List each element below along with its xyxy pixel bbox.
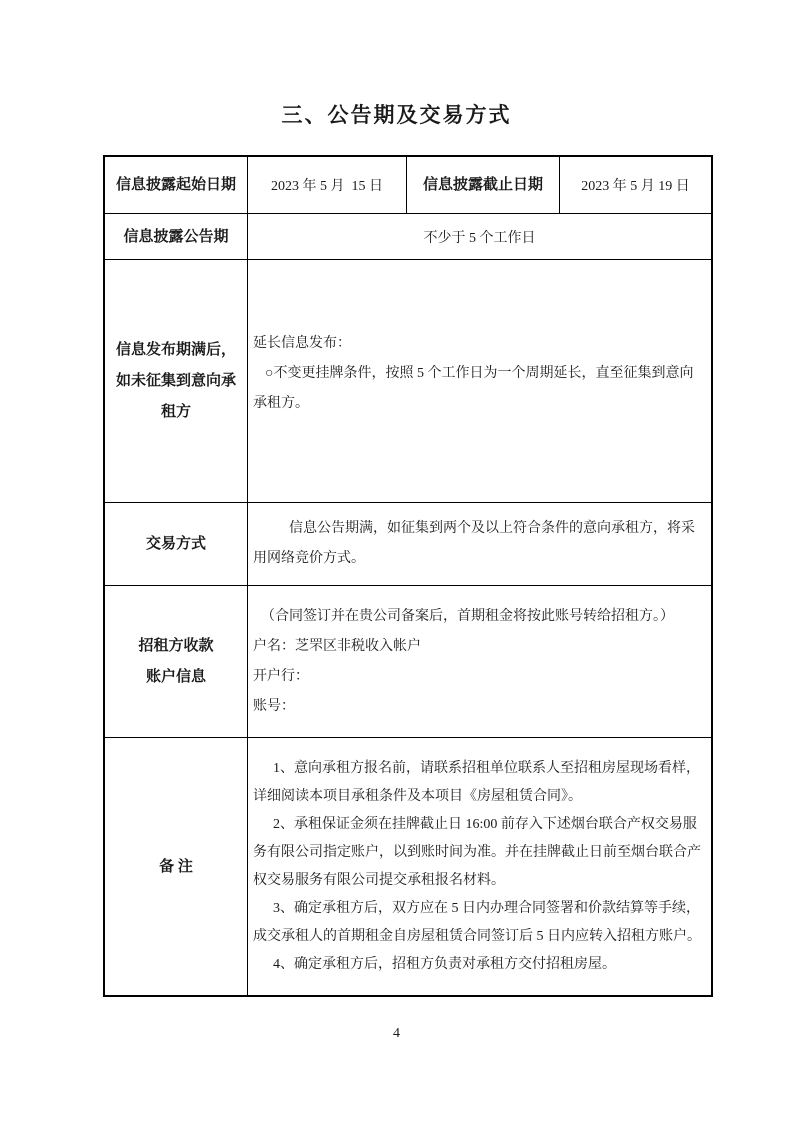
extension-policy-label-line2: 如未征集到意向承 — [115, 372, 236, 389]
extension-policy-label-line3: 租方 — [160, 403, 191, 420]
table-row-extension-policy — [105, 260, 711, 503]
extension-policy-content — [248, 260, 711, 502]
payment-account-label-line2: 账户信息 — [145, 668, 206, 685]
extension-policy-detail: ○不变更挂牌条件，按照 5 个工作日为一个周期延长，直至征集到意向承租方。 — [253, 366, 694, 411]
page-number: 4 — [393, 1026, 400, 1041]
payment-account-note: （合同签订并在贵公司备案后，首期租金将按此账号转给招租方。） — [261, 608, 674, 624]
payment-account-number: 账号： — [253, 698, 295, 714]
payment-account-content — [248, 586, 711, 737]
disclosure-start-date-value: 2023 年 5 月 15 日 — [248, 157, 407, 213]
extension-policy-label-line1: 信息发布期满后， — [115, 341, 236, 358]
announcement-table — [103, 155, 713, 997]
remarks-content — [248, 738, 711, 995]
disclosure-end-date-value: 2023 年 5 月 19 日 — [581, 179, 690, 194]
remarks-item-3: 3、确定承租方后，双方应在 5 日内办理合同签署和价款结算等手续，成交承租人的首期租金自房屋租赁合同签订后 5 日内应转入招租方账户。 — [253, 900, 701, 944]
trading-method-text: 信息公告期满，如征集到两个及以上符合条件的意向承租方，将采用网络竞价方式。 — [253, 521, 695, 566]
announcement-period-value: 不少于 5 个工作日 — [423, 230, 536, 246]
remarks-label: 备 注 — [105, 738, 248, 995]
remarks-item-2: 2、承租保证金须在挂牌截止日 16:00 前存入下述烟台联合产权交易服务有限公司指定账户，以到账时间为准。并在挂牌截止日前至烟台联合产权交易服务有限公司提交承租报名材料。 — [253, 816, 701, 888]
table-row-announcement-period — [105, 214, 711, 260]
remarks-item-1: 1、意向承租方报名前，请联系招租单位联系人至招租房屋现场看样，详细阅读本项目承租条件及本项目《房屋租赁合同》。 — [253, 760, 700, 804]
page-title: 三、公告期及交易方式 — [281, 103, 512, 127]
disclosure-end-date-label: 信息披露截止日期 — [407, 157, 560, 213]
payment-account-name: 户名：芝罘区非税收入帐户 — [253, 638, 421, 654]
table-row-disclosure-dates — [105, 157, 711, 214]
extension-policy-heading: 延长信息发布： — [253, 336, 351, 351]
extension-policy-label — [105, 260, 248, 502]
payment-account-label — [105, 586, 248, 737]
table-row-payment-account — [105, 586, 711, 738]
trading-method-label: 交易方式 — [105, 503, 248, 585]
trading-method-content — [248, 503, 711, 585]
table-row-remarks — [105, 738, 711, 995]
disclosure-start-date-label: 信息披露起始日期 — [105, 157, 248, 213]
remarks-item-4: 4、确定承租方后，招租方负责对承租方交付招租房屋。 — [273, 956, 616, 972]
announcement-period-label: 信息披露公告期 — [105, 214, 248, 259]
table-row-trading-method — [105, 503, 711, 586]
payment-account-label-line1: 招租方收款 — [138, 637, 214, 654]
payment-account-bank: 开户行： — [253, 668, 309, 684]
